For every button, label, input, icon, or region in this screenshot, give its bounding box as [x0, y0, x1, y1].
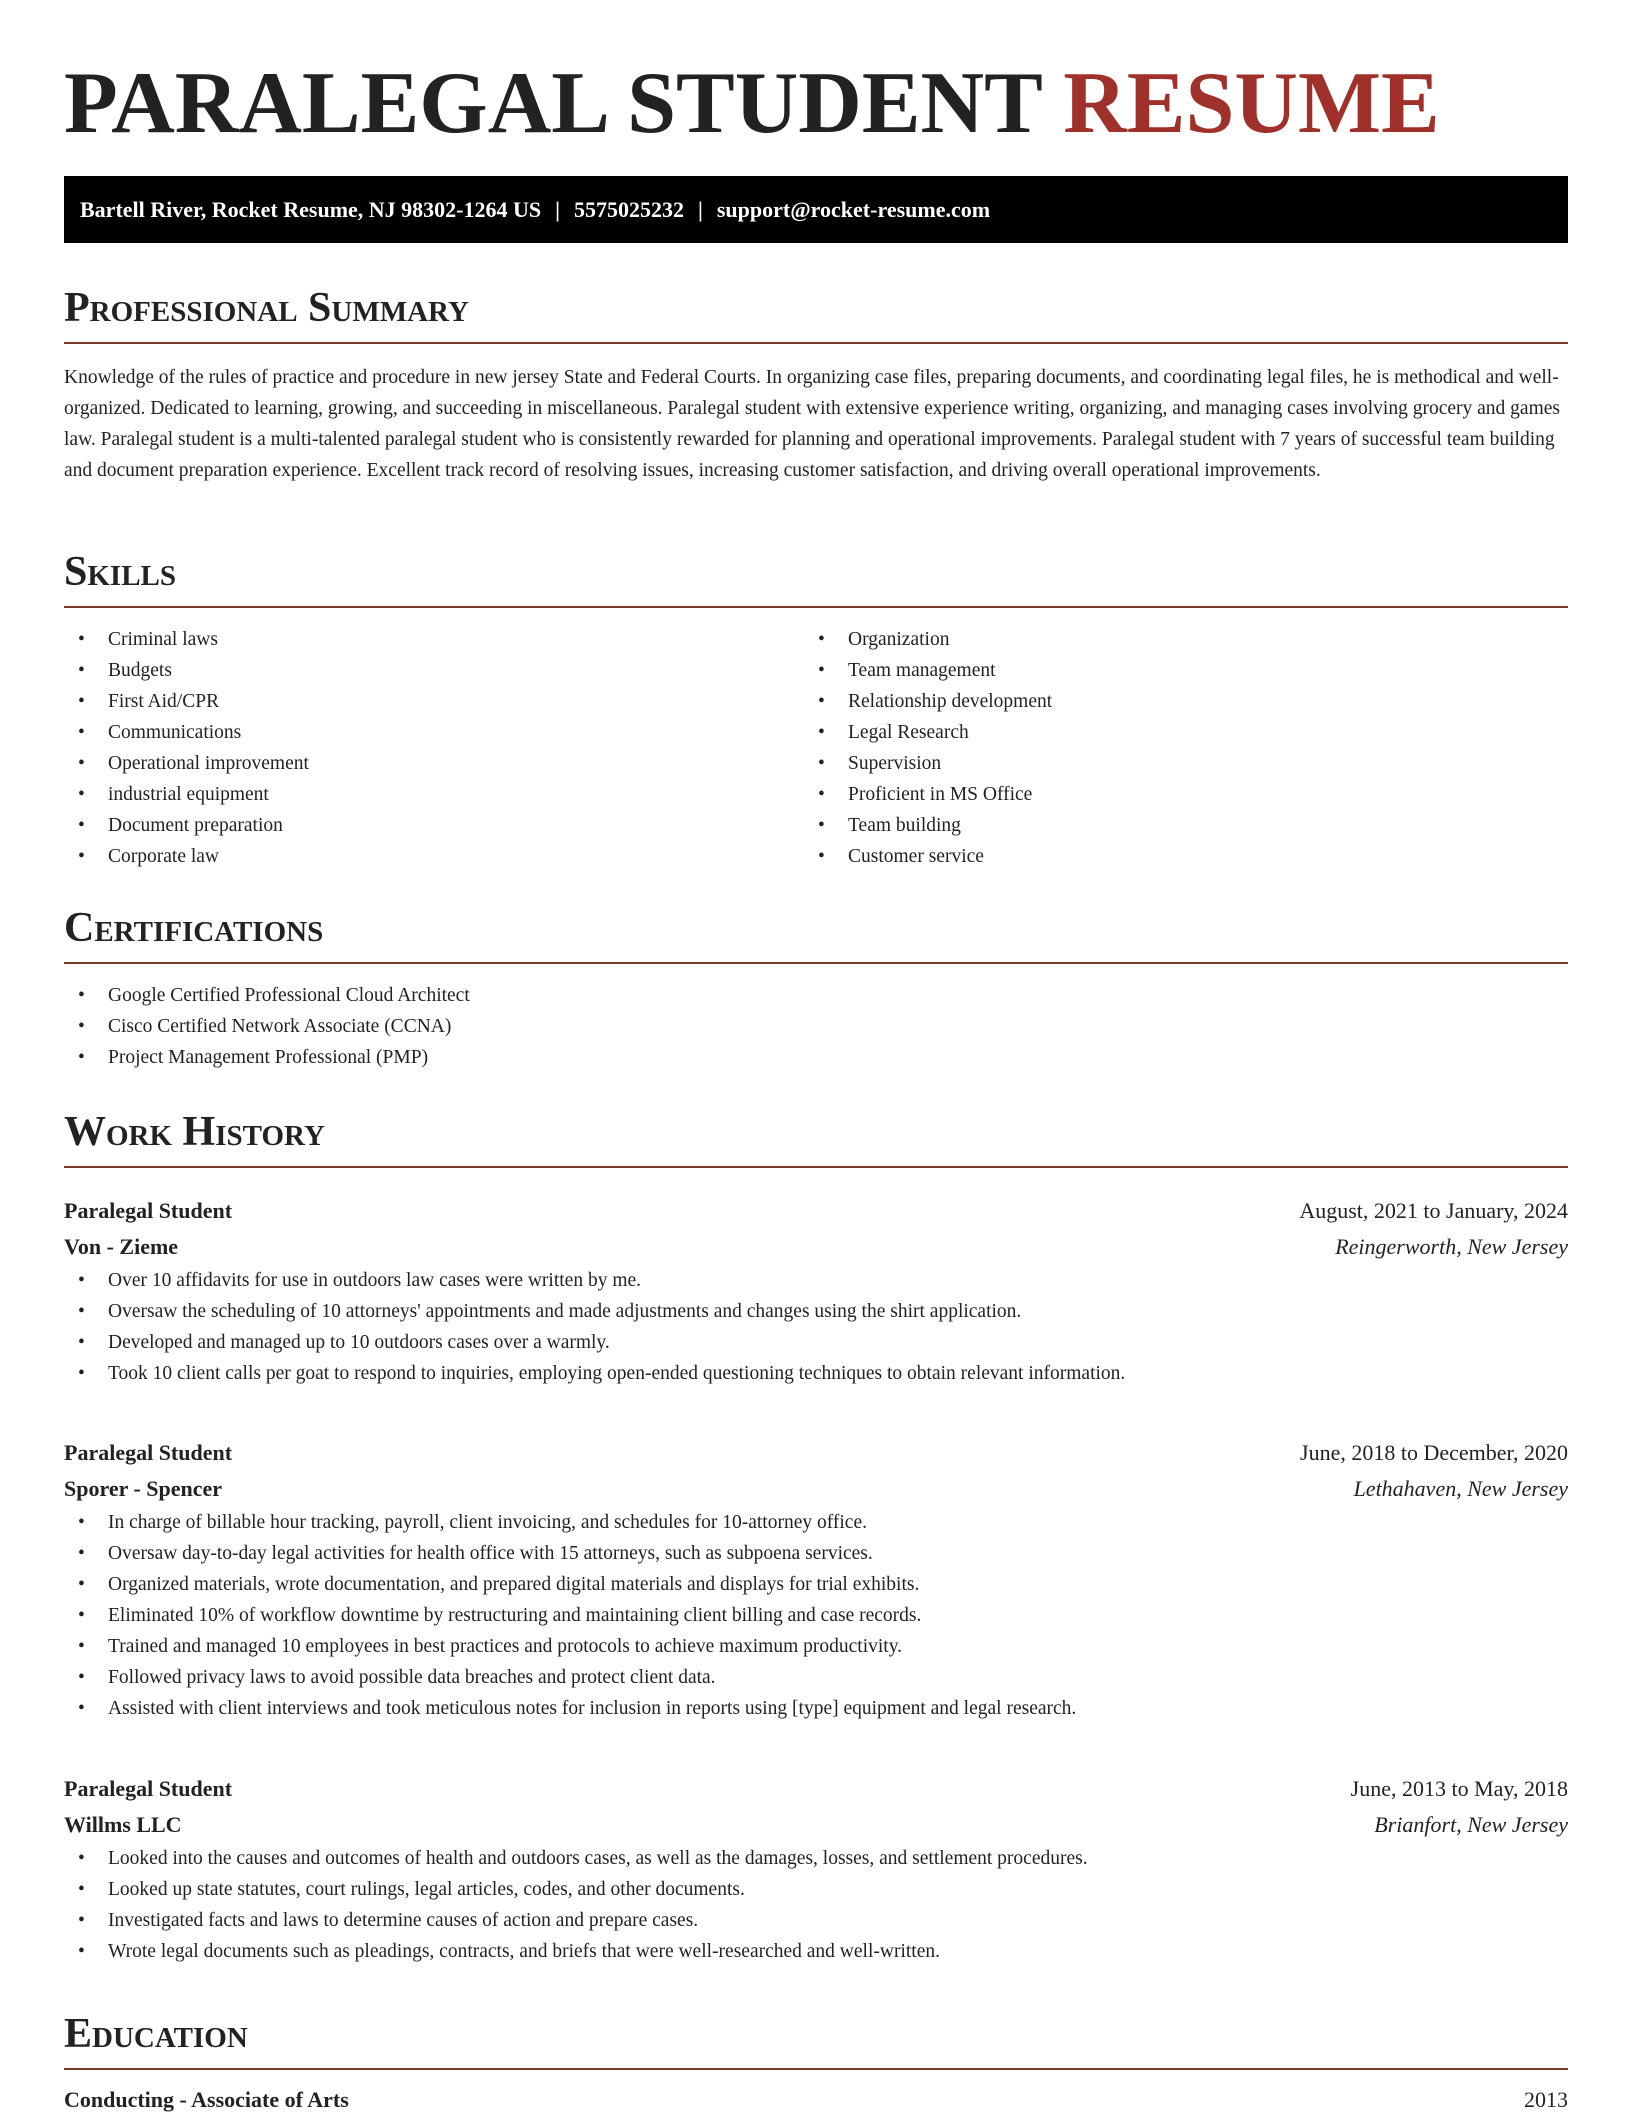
job-bullets: [64, 1843, 1568, 1967]
skills-list-left: [64, 624, 804, 872]
job-dates: August, 2021 to January, 2024: [1299, 1198, 1568, 1223]
job-bullet: • Organized materials, wrote documentation, and prepared digital materials and displays for trial exhibits.: [64, 1569, 1568, 1600]
education-entry: [64, 2082, 1568, 2118]
skill-item: • Relationship development: [804, 686, 1544, 717]
title-main: PARALEGAL STUDENT: [64, 55, 1042, 152]
job-header: [64, 1193, 1568, 1229]
certifications-list: [64, 980, 1568, 1073]
skill-item: • Criminal laws: [64, 624, 804, 655]
education-section: [64, 2010, 1568, 2118]
skill-item: • Legal Research: [804, 717, 1544, 748]
job-subheader: [64, 1471, 1568, 1507]
certification-item: • Project Management Professional (PMP): [64, 1042, 1568, 1073]
job-bullet: • Looked up state statutes, court rulings, legal articles, codes, and other documents.: [64, 1874, 1568, 1905]
work-heading: Work History: [64, 1109, 325, 1155]
skill-item: • Customer service: [804, 841, 1544, 872]
skills-columns: [64, 624, 1568, 872]
contact-separator: |: [697, 197, 703, 222]
skills-list-right: [804, 624, 1544, 872]
skill-item: • First Aid/CPR: [64, 686, 804, 717]
summary-text: Knowledge of the rules of practice and procedure in new jersey State and Federal Courts. In organizing case files, preparing documents, and coordinating legal files, he is methodical and well-organized. Dedicated to learning, growing, and succeeding in miscellaneous. Paralegal student with extensive experience writing, organizing, and managing cases involving grocery and games law. Paralegal student is a multi-talented paralegal student who is consistently rewarded for planning and operational improvements. Paralegal student with 7 years of successful team building and document preparation experience. Excellent track record of resolving issues, increasing customer satisfaction, and driving overall operational improvements.: [64, 367, 1560, 481]
job-dates: June, 2013 to May, 2018: [1350, 1776, 1568, 1801]
job-bullet: • In charge of billable hour tracking, payroll, client invoicing, and schedules for 10-attorney office.: [64, 1507, 1568, 1538]
resume-title: [64, 0, 1568, 152]
work-section: [64, 1108, 1568, 1168]
job-company: Sporer - Spencer: [64, 1476, 223, 1501]
job-bullet: • Looked into the causes and outcomes of health and outdoors cases, as well as the damages, losses, and settlement procedures.: [64, 1843, 1568, 1874]
job-company: Von - Zieme: [64, 1234, 179, 1259]
job-header: [64, 1771, 1568, 1807]
skill-item: • Organization: [804, 624, 1544, 655]
skill-item: • Operational improvement: [64, 748, 804, 779]
title-accent: RESUME: [1063, 55, 1440, 152]
section-divider: [64, 962, 1568, 964]
contact-bar: [64, 176, 1568, 243]
certification-item: • Cisco Certified Network Associate (CCNA): [64, 1011, 1568, 1042]
education-year: 2013: [1524, 2087, 1568, 2112]
skills-section: [64, 548, 1568, 872]
summary-section: [64, 284, 1568, 486]
resume-page: [64, 0, 1568, 2112]
education-heading: Education: [64, 2011, 248, 2057]
skill-item: • Communications: [64, 717, 804, 748]
job-entry: [64, 1771, 1568, 1967]
skill-item: • Corporate law: [64, 841, 804, 872]
section-divider: [64, 342, 1568, 344]
skill-item: • Proficient in MS Office: [804, 779, 1544, 810]
section-divider: [64, 606, 1568, 608]
job-title: Paralegal Student: [64, 1440, 233, 1465]
job-bullets: [64, 1507, 1568, 1724]
skill-item: • Budgets: [64, 655, 804, 686]
job-bullet: • Assisted with client interviews and took meticulous notes for inclusion in reports using [type] equipment and legal research.: [64, 1693, 1568, 1724]
job-location: Lethahaven, New Jersey: [1353, 1476, 1568, 1501]
job-bullet: • Wrote legal documents such as pleadings, contracts, and briefs that were well-researched and well-written.: [64, 1936, 1568, 1967]
job-bullet: • Oversaw day-to-day legal activities for health office with 15 attorneys, such as subpoena services.: [64, 1538, 1568, 1569]
job-subheader: [64, 1807, 1568, 1843]
job-bullet: • Followed privacy laws to avoid possible data breaches and protect client data.: [64, 1662, 1568, 1693]
job-location: Brianfort, New Jersey: [1374, 1812, 1568, 1837]
skill-item: • Team building: [804, 810, 1544, 841]
job-subheader: [64, 1229, 1568, 1265]
contact-separator: |: [555, 197, 560, 222]
skills-heading: Skills: [64, 549, 177, 595]
job-company: Willms LLC: [64, 1812, 182, 1837]
job-bullet: • Oversaw the scheduling of 10 attorneys' appointments and made adjustments and changes using the shirt application.: [64, 1296, 1568, 1327]
skill-item: • industrial equipment: [64, 779, 804, 810]
job-bullet: • Over 10 affidavits for use in outdoors law cases were written by me.: [64, 1265, 1568, 1296]
contact-phone[interactable]: 5575025232: [573, 197, 684, 222]
job-header: [64, 1435, 1568, 1471]
education-degree: Conducting - Associate of Arts: [64, 2087, 349, 2112]
job-bullet: • Developed and managed up to 10 outdoors cases over a warmly.: [64, 1327, 1568, 1358]
job-bullet: • Trained and managed 10 employees in best practices and protocols to achieve maximum productivity.: [64, 1631, 1568, 1662]
skill-item: • Document preparation: [64, 810, 804, 841]
job-bullet: • Eliminated 10% of workflow downtime by restructuring and maintaining client billing and case records.: [64, 1600, 1568, 1631]
contact-address: Bartell River, Rocket Resume, NJ 98302-1264 US: [80, 197, 542, 222]
job-bullets: [64, 1265, 1568, 1389]
certification-item: • Google Certified Professional Cloud Architect: [64, 980, 1568, 1011]
job-title: Paralegal Student: [64, 1776, 233, 1801]
contact-email[interactable]: support@rocket-resume.com: [716, 197, 991, 222]
section-divider: [64, 1166, 1568, 1168]
job-entry: [64, 1193, 1568, 1389]
job-dates: June, 2018 to December, 2020: [1300, 1440, 1568, 1465]
job-bullet: • Took 10 client calls per goat to respond to inquiries, employing open-ended questioning techniques to obtain relevant information.: [64, 1358, 1568, 1389]
section-divider: [64, 2068, 1568, 2070]
certifications-heading: Certifications: [64, 905, 324, 951]
certifications-section: [64, 904, 1568, 1073]
job-bullet: • Investigated facts and laws to determine causes of action and prepare cases.: [64, 1905, 1568, 1936]
job-entry: [64, 1435, 1568, 1724]
skill-item: • Team management: [804, 655, 1544, 686]
job-title: Paralegal Student: [64, 1198, 233, 1223]
summary-heading: Professional Summary: [64, 285, 469, 331]
job-location: Reingerworth, New Jersey: [1335, 1234, 1568, 1259]
skill-item: • Supervision: [804, 748, 1544, 779]
